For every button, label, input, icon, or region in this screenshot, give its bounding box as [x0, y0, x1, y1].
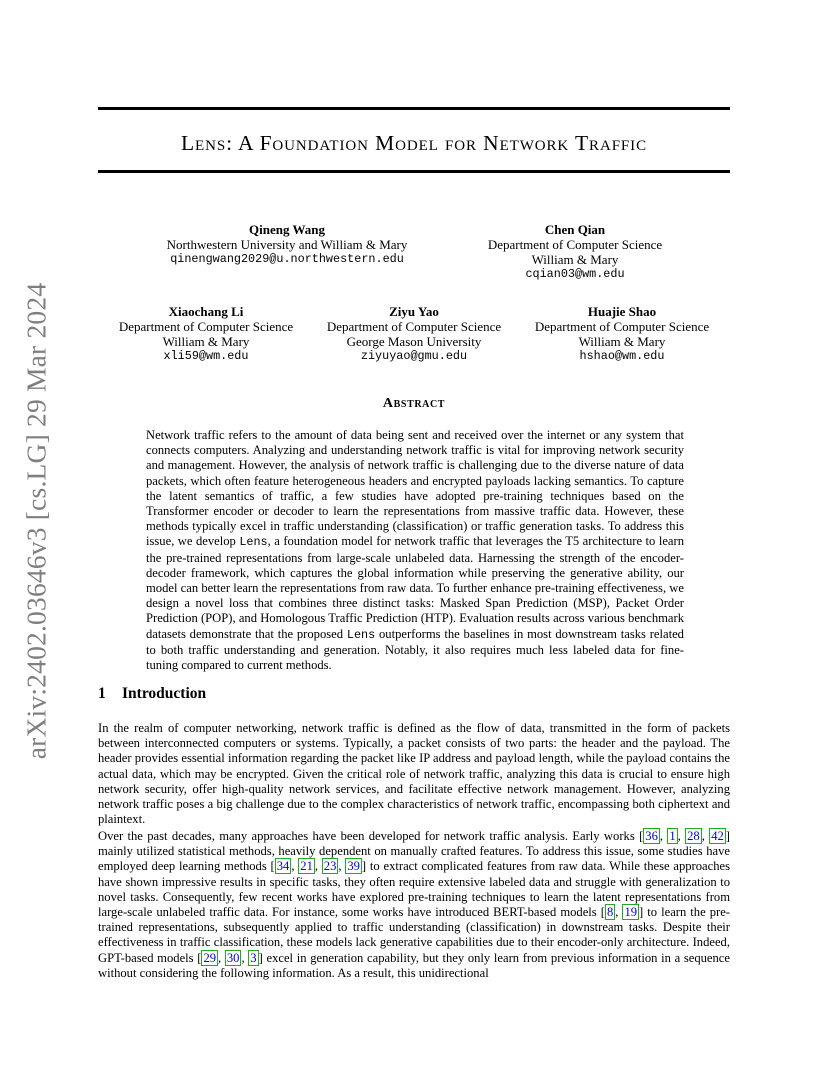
author-block	[146, 222, 428, 267]
author-name: Qineng Wang	[249, 222, 325, 237]
citation-link[interactable]: 8	[606, 905, 614, 920]
author-block	[522, 304, 722, 364]
intro-paragraph: In the realm of computer networking, network traffic is defined as the flow of data, transmitted in the form of packets between interconnected computers or systems. Typically, a packet consists of two parts: the header and the payload. The header provides essential information regarding the packet like IP address and payload length, while the payload contains the actual data, which may be encrypted. Given the critical role of network traffic, analyzing this data is crucial to ensure high network security, offer high-quality network services, and facilitate effective network management. However, analyzing network traffic poses a big challenge due to the complex characteristics of network traffic, encompassing both ciphertext and plaintext.	[98, 721, 730, 827]
author-block	[314, 304, 514, 364]
author-name: Ziyu Yao	[389, 304, 439, 319]
arxiv-identifier-stamp	[20, 283, 52, 759]
citation-link[interactable]: 28	[687, 829, 700, 843]
author-email[interactable]: xli59@wm.edu	[163, 349, 249, 363]
title-top-rule	[98, 107, 730, 110]
author-email[interactable]: ziyuyao@gmu.edu	[360, 349, 468, 363]
citation-link[interactable]: 19	[624, 905, 638, 920]
author-institution: William & Mary	[578, 334, 666, 349]
model-name: Lens	[239, 535, 268, 550]
author-name: Huajie Shao	[587, 304, 657, 319]
citation-link[interactable]: 29	[203, 950, 217, 965]
citation-group: [ 34 , 21 , 23 , 39 ]	[270, 859, 367, 874]
paragraph-text: excel in generation capability, but they only learn from previous information in a sequence without considering the following information. As a result, this unidirectional	[98, 950, 730, 980]
citation-link[interactable]: 1	[669, 829, 676, 843]
citation-link[interactable]: 23	[323, 859, 337, 874]
paragraph-text: to extract complicated features from raw data. While these approaches have shown impressive results in specific tasks, they often require extensive labeled data and struggle with generalization to novel tasks. Consequently, few recent works have explored pre-training techniques to learn the latent representations from large-scale unlabeled traffic data. For instance, some works have introduced BERT-based models	[98, 859, 730, 920]
arxiv-identifier-text: arXiv:2402.03646v3 [cs.LG] 29 Mar 2024	[20, 282, 51, 760]
abstract-text: outperforms the baselines in most downstream tasks related to both traffic understanding and generation. Notably, it also requires much less labeled data for fine-tuning compared to current methods.	[146, 626, 684, 673]
section-title: Introduction	[122, 685, 207, 702]
paragraph-text: mainly utilized statistical methods, heavily dependent on manually crafted features. To address this issue, some studies have employed deep learning methods	[98, 844, 730, 874]
section-heading	[98, 685, 206, 703]
abstract-text: Network traffic refers to the amount of data being sent and received over the internet or any system that connects computers. Analyzing and understanding network traffic is vital for improving network security and management. However, the analysis of network traffic is challenging due to the diverse nature of data packets, which often feature heterogeneous headers and encrypted payloads lacking semantics. To capture the latent semantics of traffic, a few studies have adopted pre-training techniques based on the Transformer encoder or decoder to learn the representations from massive traffic data. However, these methods typically excel in traffic understanding (classification) or traffic generation tasks. To address this issue, we develop	[146, 428, 684, 549]
citation-link[interactable]: 21	[300, 859, 313, 874]
citation-link[interactable]: 30	[226, 950, 240, 965]
author-block	[470, 222, 680, 282]
intro-paragraph	[98, 829, 730, 981]
author-name: Chen Qian	[544, 222, 606, 237]
author-email[interactable]: cqian03@wm.edu	[525, 267, 625, 281]
author-affiliation: Northwestern University and William & Mary	[166, 237, 408, 252]
citation-link[interactable]: 34	[276, 859, 290, 874]
author-institution: William & Mary	[531, 252, 619, 267]
abstract-text: , a foundation model for network traffic that leverages the T5 architecture to learn the pre-trained representations from large-scale unlabeled data. Harnessing the strength of the encoder-decoder framework, which captures the global information while preserving the generative ability, our model can better learn the representations from raw data. To further enhance pre-training effectiveness, we design a novel loss that combines three distinct tasks: Masked Span Prediction (MSP), Packet Order Prediction (POP), and Homologous Traffic Prediction (HTP). Evaluation results across various benchmark datasets demonstrate that the proposed	[146, 534, 684, 641]
section-number: 1	[98, 685, 106, 702]
abstract-heading: Abstract	[382, 396, 446, 411]
author-affiliation: Department of Computer Science	[326, 319, 502, 334]
model-name: Lens	[346, 627, 376, 642]
author-institution: George Mason University	[346, 334, 482, 349]
author-affiliation: Department of Computer Science	[487, 237, 663, 252]
citation-group: [ 29 , 30 , 3 ]	[197, 950, 263, 965]
citation-group: [ 36 , 1 , 28 , 42 ]	[639, 829, 730, 843]
paper-title: Lens: A Foundation Model for Network Traffic	[181, 131, 647, 155]
citation-link[interactable]: 39	[347, 859, 360, 874]
abstract-body	[146, 428, 684, 673]
citation-link[interactable]: 42	[711, 829, 724, 843]
author-affiliation: Department of Computer Science	[118, 319, 294, 334]
author-institution: William & Mary	[162, 334, 250, 349]
author-email[interactable]: hshao@wm.edu	[579, 349, 665, 363]
citation-link[interactable]: 36	[645, 829, 658, 843]
paragraph-text: to learn the pre-trained representations, subsequently applied to traffic understanding (classification) in downstream tasks. Despite their effectiveness in traffic classification, these models lack generative capabilities due to their encoder-only architecture. Indeed, GPT-based models	[98, 905, 730, 965]
citation-group: [ 8 , 19 ]	[600, 905, 644, 920]
author-block	[106, 304, 306, 364]
author-email[interactable]: qinengwang2029@u.northwestern.edu	[170, 252, 404, 266]
author-name: Xiaochang Li	[168, 304, 244, 319]
paragraph-text: Over the past decades, many approaches have been developed for network traffic analysis. Early works	[98, 829, 640, 843]
title-bottom-rule	[98, 170, 730, 173]
citation-link[interactable]: 3	[250, 950, 257, 965]
author-affiliation: Department of Computer Science	[534, 319, 710, 334]
